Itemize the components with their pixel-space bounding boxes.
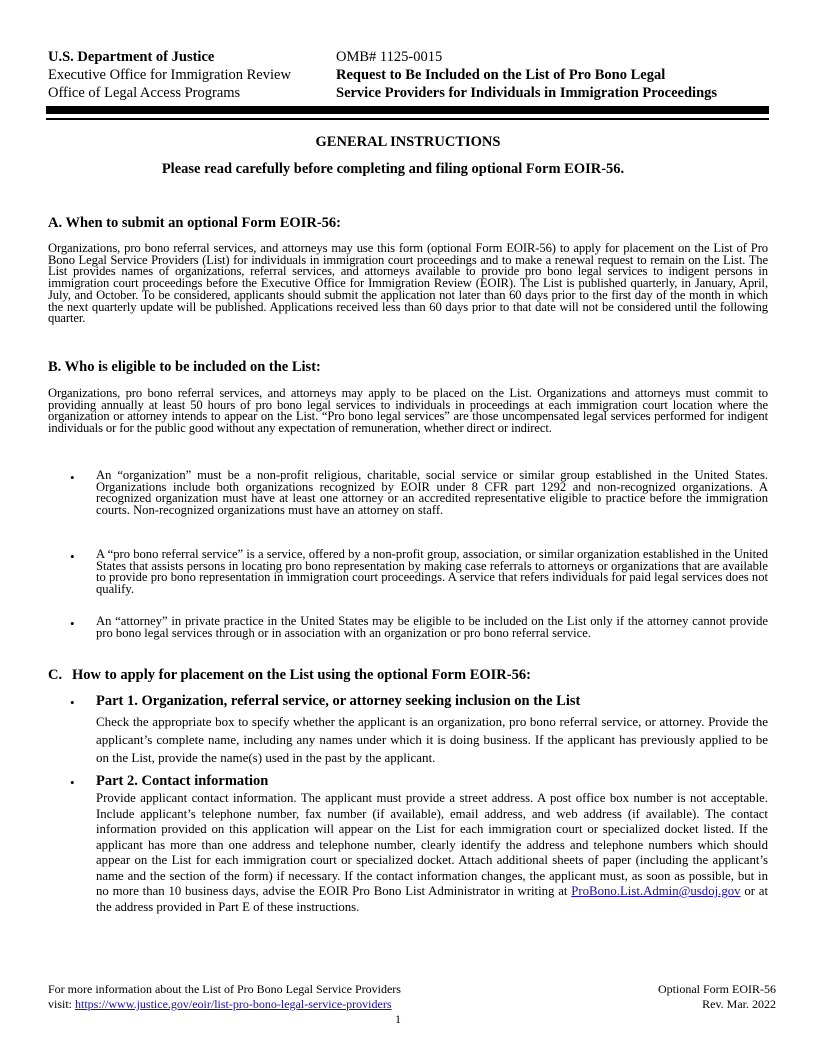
page-subheading: Please read carefully before completing and filing optional Form EOIR-56. xyxy=(161,161,625,177)
bullet-attorney: An “attorney” in private practice in the United States may be eligible to be included on the List only if the attorney cannot provide pro bono legal services through or in association with an organization or pro bono referral service. xyxy=(96,614,768,640)
section-b-title: B. Who is eligible to be included on the List: xyxy=(48,359,321,375)
bullet-organization: An “organization” must be a non-profit religious, charitable, social service or similar group established in the United States. Organizations include both organizations recognized by EOIR under 8 CFR part 1292 and non-recognized organizations. A recognized organization must have at least one attorney or an accredited representative eligible to practice before the immigration courts. Non-recognized organizations must have an attorney on staff. xyxy=(96,468,768,518)
bullet-icon: • xyxy=(70,470,75,485)
header-thick-rule xyxy=(46,106,769,114)
bullet-icon: • xyxy=(70,616,75,631)
part2-title: Part 2. Contact information xyxy=(96,773,269,789)
section-b-text: Organizations, pro bono referral services, and attorneys may apply to be placed on the List. Organizations and attorneys must commit to providing annually at least 50 hours of pro bono legal services to individuals in proceedings at each immigration court location where the organization or attorney intends to appear on the List. “Pro bono legal services” are those uncompensated legal services performed for indigent individuals or for the public good without any expectation of remuneration, whether direct or indirect. xyxy=(48,386,768,436)
section-a-title: A. When to submit an optional Form EOIR-56: xyxy=(48,215,341,231)
part2-text xyxy=(96,791,768,915)
part1-title: Part 1. Organization, referral service, or attorney seeking inclusion on the List xyxy=(96,693,581,709)
section-c-title: How to apply for placement on the List using the optional Form EOIR-56: xyxy=(72,667,531,683)
admin-email-link[interactable]: ProBono.List.Admin@usdoj.gov xyxy=(571,884,741,898)
page-heading: GENERAL INSTRUCTIONS xyxy=(315,134,501,150)
bullet-icon: • xyxy=(70,695,75,710)
section-a-text: Organizations, pro bono referral services, and attorneys may use this form (optional Form EOIR-56) to apply for placement on the List of Pro Bono Legal Service Providers (List) for individuals in immigration court proceedings and to make a renewal request to remain on the List. The List provides names of organizations, referral services, and attorneys available to provide pro bono legal services to indigent persons in immigration court proceedings before the Executive Office for Immigration Review (EOIR). The List is published quarterly, in January, April, July, and October. To be considered, applicants should submit the application not later than 60 days prior to the first day of the month in which the next quarterly update will be published. Applications received less than 60 days prior to that date will not be considered until the following quarter. xyxy=(48,241,768,326)
office-name: Executive Office for Immigration Review xyxy=(48,67,291,83)
section-c-letter: C. xyxy=(48,667,63,683)
form-title-1: Request to Be Included on the List of Pro Bono Legal xyxy=(336,67,666,83)
footer-visit-label: visit: xyxy=(48,997,76,1011)
bullet-icon: • xyxy=(70,775,75,790)
footer-revision: Rev. Mar. 2022 xyxy=(702,997,776,1011)
omb-number: OMB# 1125-0015 xyxy=(336,49,443,65)
part2-body: Provide applicant contact information. The applicant must provide a street address. A post office box number is not acceptable. Include applicant’s telephone number, fax number (if available), email address, and web address (if available). The contact information provided on this application will appear on the List for each immigration court or specialized docket listed. If the applicant has more than one address and telephone number, clearly identify the address and telephone numbers which should appear on the List for each immigration court or specialized docket. Attach additional sheets of paper (including the applicant’s name and the section of the form) if necessary. If the contact information changes, the applicant must, as soon as possible, but in no more than 10 business days, advise the EOIR Pro Bono List Administrator in writing at xyxy=(96,791,768,898)
dept-name: U.S. Department of Justice xyxy=(48,49,215,65)
office-name-2: Office of Legal Access Programs xyxy=(48,85,241,101)
form-title-2: Service Providers for Individuals in Immigration Proceedings xyxy=(336,85,718,101)
bullet-icon: • xyxy=(70,549,75,564)
part1-text: Check the appropriate box to specify whether the applicant is an organization, pro bono referral service, or attorney. Provide the applicant’s complete name, including any names under which it is doing business. If the applicant has previously applied to be on the List, provide the name(s) used in the past by the applicant. xyxy=(96,714,768,765)
footer-url-link[interactable]: https://www.justice.gov/eoir/list-pro-bono-legal-service-providers xyxy=(75,997,392,1011)
part2-body-end: or at the address provided in Part E of these instructions. xyxy=(96,884,769,914)
footer-form-name: Optional Form EOIR-56 xyxy=(658,982,776,996)
header-thin-rule xyxy=(46,118,769,120)
page-number: 1 xyxy=(395,1012,401,1026)
footer-visit xyxy=(48,997,392,1012)
footer-info: For more information about the List of Pro Bono Legal Service Providers xyxy=(48,982,401,996)
bullet-referral-service: A “pro bono referral service” is a service, offered by a non-profit group, association, or similar organization established in the United States that assists persons in locating pro bono representation by making case referrals to attorneys or organizations that are available to provide pro bono representation in immigration court proceedings. A service that refers individuals for paid legal services does not qualify. xyxy=(96,547,768,597)
